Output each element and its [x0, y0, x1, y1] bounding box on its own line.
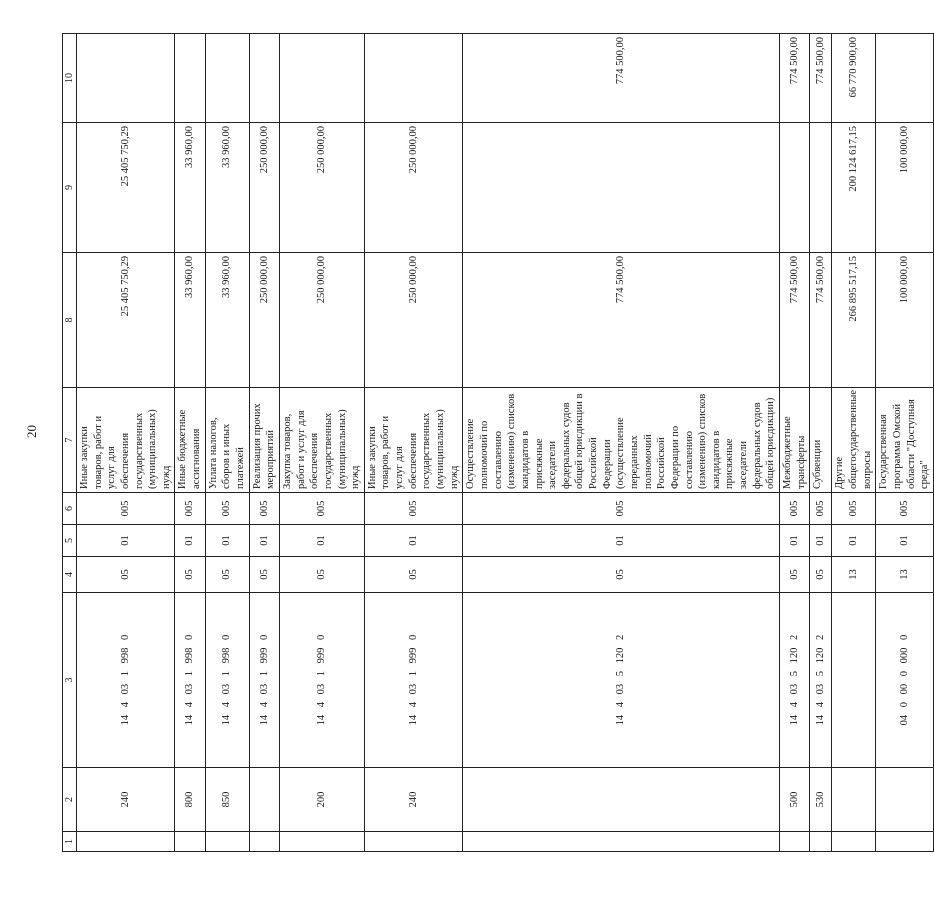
column-header-10: 10: [63, 34, 77, 123]
table-row: [279, 34, 364, 852]
column-header-8: 8: [63, 253, 77, 388]
row-marker: [77, 832, 175, 852]
page-number: 20: [24, 425, 39, 438]
own-funds-amount: 200 124 617,15: [832, 123, 876, 253]
own-funds-amount: [463, 123, 780, 253]
rotated-page: [62, 34, 931, 852]
section-code: 01: [249, 525, 279, 557]
transfer-amount: 774 500,00: [810, 34, 832, 123]
csr-code: 14 4 03 1 999 0: [364, 593, 462, 768]
row-name: Уплата налогов, сборов и иных платежей: [205, 388, 249, 493]
row-name: Иные закупки товаров, работ и услуг для обеспечения государственных (муниципальных) нужд: [364, 388, 462, 493]
own-funds-amount: 250 000,00: [249, 123, 279, 253]
own-funds-amount: 33 960,00: [205, 123, 249, 253]
section-code: 01: [175, 525, 205, 557]
csr-code: 14 4 03 1 998 0: [77, 593, 175, 768]
own-funds-amount: 100 000,00: [876, 123, 934, 253]
transfer-amount: [249, 34, 279, 123]
table-row: [810, 34, 832, 852]
transfer-amount: [175, 34, 205, 123]
total-amount: 250 000,00: [249, 253, 279, 388]
total-amount: 250 000,00: [279, 253, 364, 388]
section-code: 01: [279, 525, 364, 557]
vr-code: 240: [364, 768, 462, 832]
table-row: [780, 34, 810, 852]
total-amount: 33 960,00: [205, 253, 249, 388]
table-row: [832, 34, 876, 852]
section-code: 01: [77, 525, 175, 557]
csr-code: 04 0 00 0 000 0: [876, 593, 934, 768]
transfer-amount: [364, 34, 462, 123]
row-name: Государственная программа Омской области "Доступная среда": [876, 388, 934, 493]
subsection-code: 05: [463, 557, 780, 593]
section-code: 01: [832, 525, 876, 557]
vr-code: 850: [205, 768, 249, 832]
row-marker: [175, 832, 205, 852]
row-name: Закупка товаров, работ и услуг для обеспечения государственных (муниципальных) нужд: [279, 388, 364, 493]
vr-code: [249, 768, 279, 832]
subsection-code: 05: [77, 557, 175, 593]
row-marker: [780, 832, 810, 852]
vr-code: 530: [810, 768, 832, 832]
vr-code: [832, 768, 876, 832]
subsection-code: 13: [832, 557, 876, 593]
transfer-amount: 66 770 900,00: [832, 34, 876, 123]
table-row: [175, 34, 205, 852]
section-code: 01: [463, 525, 780, 557]
total-amount: 774 500,00: [810, 253, 832, 388]
subsection-code: 05: [175, 557, 205, 593]
row-name: Иные бюджетные ассигнования: [175, 388, 205, 493]
total-amount: 250 000,00: [364, 253, 462, 388]
row-name: Осуществление полномочий по составлению (изменению) списков кандидатов в присяжные заседатели федеральных судов общей юрисдикции в Российской Федерации (осуществление переданных полномочий Российской Федерации по составлению (изменению) списков кандидатов в присяжные заседатели федеральных судов общей юрисдикции): [463, 388, 780, 493]
row-name: Межбюджетные трансферты: [780, 388, 810, 493]
ministry-code: 005: [780, 493, 810, 525]
transfer-amount: 774 500,00: [463, 34, 780, 123]
table-row: [205, 34, 249, 852]
row-name: Реализация прочих мероприятий: [249, 388, 279, 493]
section-code: 01: [876, 525, 934, 557]
csr-code: 14 4 03 1 998 0: [205, 593, 249, 768]
column-header-3: 3: [63, 593, 77, 768]
subsection-code: 05: [249, 557, 279, 593]
subsection-code: 05: [780, 557, 810, 593]
total-amount: 774 500,00: [463, 253, 780, 388]
column-header-7: 7: [63, 388, 77, 493]
total-amount: 100 000,00: [876, 253, 934, 388]
vr-code: [463, 768, 780, 832]
vr-code: 800: [175, 768, 205, 832]
vr-code: 200: [279, 768, 364, 832]
ministry-code: 005: [249, 493, 279, 525]
table-row: [77, 34, 175, 852]
own-funds-amount: 25 405 750,29: [77, 123, 175, 253]
row-marker: [876, 832, 934, 852]
column-header-1: 1: [63, 832, 77, 852]
row-name: Иные закупки товаров, работ и услуг для обеспечения государственных (муниципальных) нужд: [77, 388, 175, 493]
row-name: Другие общегосударственные вопросы: [832, 388, 876, 493]
column-header-6: 6: [63, 493, 77, 525]
total-amount: 25 405 750,29: [77, 253, 175, 388]
csr-code: 14 4 03 5 120 2: [810, 593, 832, 768]
budget-table: [62, 33, 934, 852]
table-row: [364, 34, 462, 852]
vr-code: 240: [77, 768, 175, 832]
row-marker: [205, 832, 249, 852]
row-marker: [364, 832, 462, 852]
table-row: [249, 34, 279, 852]
vr-code: [876, 768, 934, 832]
row-marker: [810, 832, 832, 852]
row-name: Субвенции: [810, 388, 832, 493]
row-marker: [463, 832, 780, 852]
own-funds-amount: 250 000,00: [364, 123, 462, 253]
section-code: 01: [205, 525, 249, 557]
transfer-amount: 774 500,00: [780, 34, 810, 123]
row-marker: [279, 832, 364, 852]
subsection-code: 05: [279, 557, 364, 593]
csr-code: 14 4 03 5 120 2: [463, 593, 780, 768]
column-header-4: 4: [63, 557, 77, 593]
header-row: [63, 34, 77, 852]
transfer-amount: [876, 34, 934, 123]
row-marker: [249, 832, 279, 852]
total-amount: 266 895 517,15: [832, 253, 876, 388]
column-header-5: 5: [63, 525, 77, 557]
csr-code: [832, 593, 876, 768]
ministry-code: 005: [364, 493, 462, 525]
subsection-code: 05: [205, 557, 249, 593]
transfer-amount: [279, 34, 364, 123]
own-funds-amount: 33 960,00: [175, 123, 205, 253]
ministry-code: 005: [77, 493, 175, 525]
section-code: 01: [780, 525, 810, 557]
section-code: 01: [364, 525, 462, 557]
csr-code: 14 4 03 1 999 0: [249, 593, 279, 768]
ministry-code: 005: [832, 493, 876, 525]
csr-code: 14 4 03 5 120 2: [780, 593, 810, 768]
column-header-9: 9: [63, 123, 77, 253]
total-amount: 774 500,00: [780, 253, 810, 388]
subsection-code: 05: [810, 557, 832, 593]
own-funds-amount: [810, 123, 832, 253]
row-marker: [832, 832, 876, 852]
ministry-code: 005: [279, 493, 364, 525]
total-amount: 33 960,00: [175, 253, 205, 388]
ministry-code: 005: [463, 493, 780, 525]
subsection-code: 13: [876, 557, 934, 593]
ministry-code: 005: [876, 493, 934, 525]
table-row: [463, 34, 780, 852]
subsection-code: 05: [364, 557, 462, 593]
own-funds-amount: [780, 123, 810, 253]
transfer-amount: [205, 34, 249, 123]
ministry-code: 005: [175, 493, 205, 525]
csr-code: 14 4 03 1 999 0: [279, 593, 364, 768]
ministry-code: 005: [205, 493, 249, 525]
own-funds-amount: 250 000,00: [279, 123, 364, 253]
ministry-code: 005: [810, 493, 832, 525]
csr-code: 14 4 03 1 998 0: [175, 593, 205, 768]
table-row: [876, 34, 934, 852]
vr-code: 500: [780, 768, 810, 832]
transfer-amount: [77, 34, 175, 123]
column-header-2: 2: [63, 768, 77, 832]
section-code: 01: [810, 525, 832, 557]
